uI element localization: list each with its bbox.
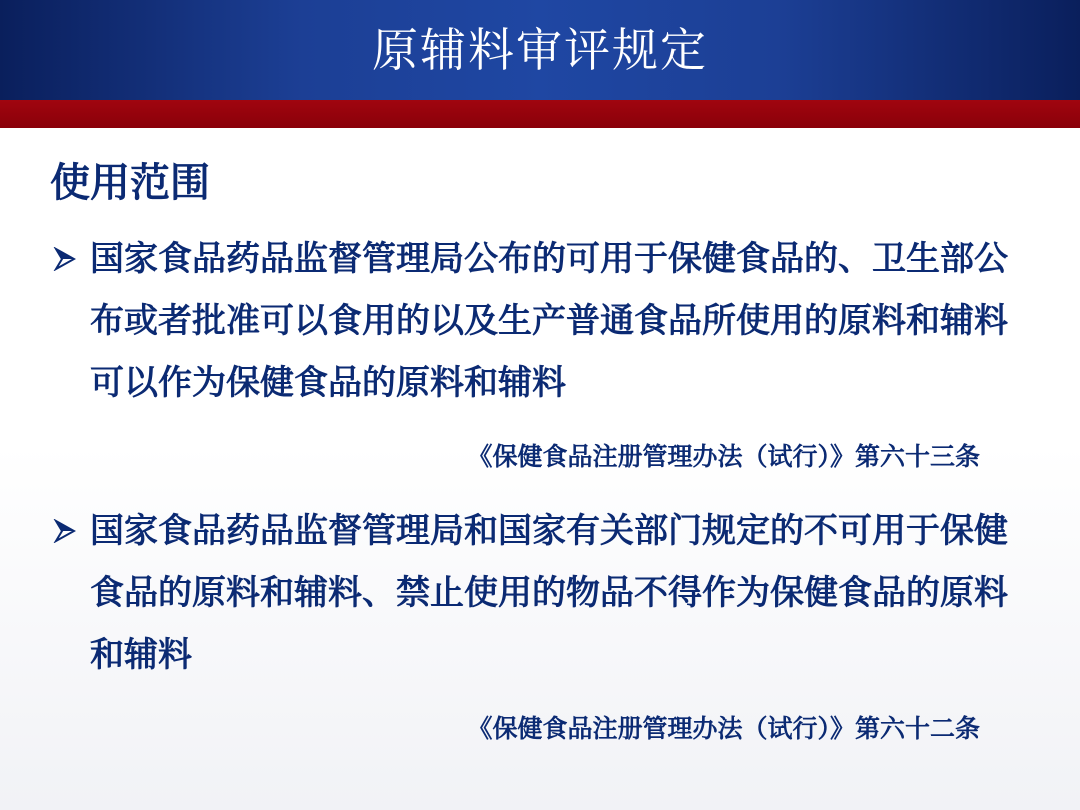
accent-bar	[0, 100, 1080, 128]
arrow-bullet-icon	[52, 247, 76, 271]
list-item: 国家食品药品监督管理局和国家有关部门规定的不可用于保健食品的原料和辅料、禁止使用的物品不得作为保健食品的原料和辅料	[90, 511, 1008, 675]
section-heading: 使用范围	[50, 160, 210, 206]
slide-title: 原辅料审评规定	[372, 23, 708, 77]
title-bar	[0, 0, 1080, 100]
arrow-bullet-icon	[52, 519, 76, 543]
source-citation: 《保健食品注册管理办法（试行）》第六十三条	[467, 442, 980, 471]
source-citation: 《保健食品注册管理办法（试行）》第六十二条	[467, 714, 980, 743]
list-item: 国家食品药品监督管理局公布的可用于保健食品的、卫生部公布或者批准可以食用的以及生产普通食品所使用的原料和辅料可以作为保健食品的原料和辅料	[90, 239, 1008, 403]
